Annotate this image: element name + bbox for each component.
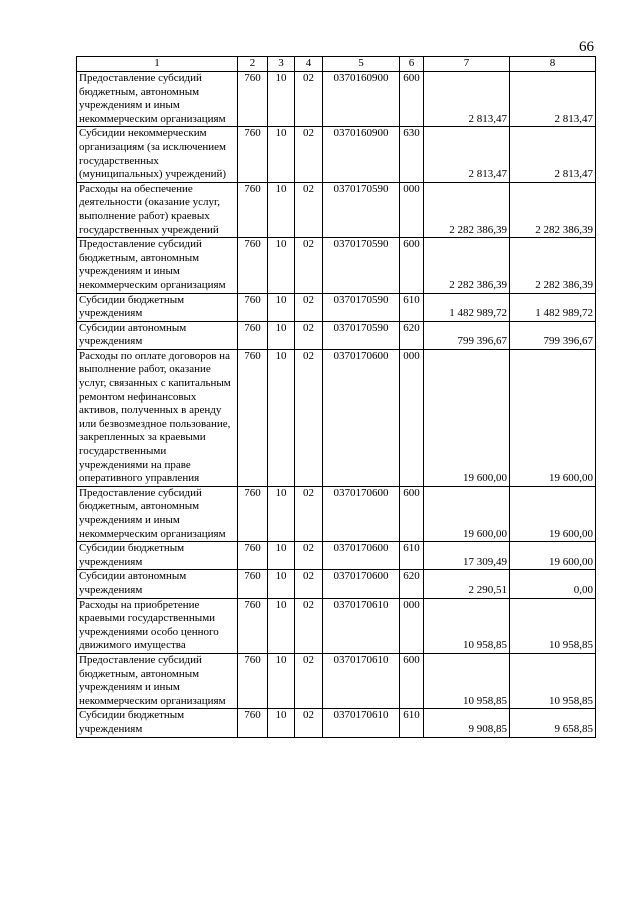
expense-type-cell: 000 <box>400 598 424 653</box>
expense-type-cell: 000 <box>400 349 424 486</box>
subsection-code-cell: 02 <box>295 709 323 737</box>
amount-executed-cell: 10 958,85 <box>510 653 596 708</box>
section-code-cell: 10 <box>268 238 295 293</box>
table-row <box>77 570 596 598</box>
amount-executed-cell: 19 600,00 <box>510 349 596 486</box>
amount-approved-cell: 2 290,51 <box>424 570 510 598</box>
section-code-cell: 10 <box>268 293 295 321</box>
subsection-code-cell: 02 <box>295 542 323 570</box>
amount-approved-cell: 17 309,49 <box>424 542 510 570</box>
row-name-cell: Расходы по оплате договоров на выполнение работ, оказание услуг, связанных с капитальным ремонтом нефинансовых активов, полученных в аренду или безвозмездное пользование, закрепленных за краевыми государственными учреждениями на праве оперативного управления <box>77 349 238 486</box>
ministry-code-cell: 760 <box>238 293 268 321</box>
table-row <box>77 238 596 293</box>
target-article-cell: 0370170600 <box>323 486 400 541</box>
ministry-code-cell: 760 <box>238 238 268 293</box>
row-name-cell: Субсидии некоммерческим организациям (за исключением государственных (муниципальных) учреждений) <box>77 127 238 182</box>
ministry-code-cell: 760 <box>238 72 268 127</box>
ministry-code-cell: 760 <box>238 542 268 570</box>
table-row <box>77 486 596 541</box>
ministry-code-cell: 760 <box>238 349 268 486</box>
ministry-code-cell: 760 <box>238 653 268 708</box>
row-name-cell: Субсидии бюджетным учреждениям <box>77 293 238 321</box>
subsection-code-cell: 02 <box>295 72 323 127</box>
subsection-code-cell: 02 <box>295 486 323 541</box>
amount-executed-cell: 19 600,00 <box>510 542 596 570</box>
table-body <box>77 72 596 738</box>
ministry-code-cell: 760 <box>238 709 268 737</box>
subsection-code-cell: 02 <box>295 127 323 182</box>
ministry-code-cell: 760 <box>238 486 268 541</box>
expense-type-cell: 600 <box>400 486 424 541</box>
ministry-code-cell: 760 <box>238 321 268 349</box>
amount-executed-cell: 2 282 386,39 <box>510 182 596 237</box>
amount-approved-cell: 799 396,67 <box>424 321 510 349</box>
amount-approved-cell: 2 813,47 <box>424 127 510 182</box>
expense-type-cell: 620 <box>400 570 424 598</box>
subsection-code-cell: 02 <box>295 598 323 653</box>
section-code-cell: 10 <box>268 598 295 653</box>
target-article-cell: 0370170610 <box>323 653 400 708</box>
subsection-code-cell: 02 <box>295 570 323 598</box>
target-article-cell: 0370170600 <box>323 542 400 570</box>
subsection-code-cell: 02 <box>295 182 323 237</box>
target-article-cell: 0370170590 <box>323 293 400 321</box>
expense-type-cell: 610 <box>400 542 424 570</box>
table-row <box>77 709 596 737</box>
table-row <box>77 321 596 349</box>
expense-type-cell: 630 <box>400 127 424 182</box>
ministry-code-cell: 760 <box>238 182 268 237</box>
table-row <box>77 598 596 653</box>
table-row <box>77 72 596 127</box>
ministry-code-cell: 760 <box>238 127 268 182</box>
row-name-cell: Расходы на приобретение краевыми государственными учреждениями особо ценного движимого имущества <box>77 598 238 653</box>
row-name-cell: Предоставление субсидий бюджетным, автономным учреждениям и иным некоммерческим организациям <box>77 653 238 708</box>
table-row <box>77 182 596 237</box>
row-name-cell: Предоставление субсидий бюджетным, автономным учреждениям и иным некоммерческим организациям <box>77 486 238 541</box>
header-row <box>77 57 596 72</box>
amount-executed-cell: 19 600,00 <box>510 486 596 541</box>
amount-executed-cell: 1 482 989,72 <box>510 293 596 321</box>
amount-approved-cell: 19 600,00 <box>424 486 510 541</box>
header-cell: 1 <box>77 57 238 72</box>
target-article-cell: 0370170610 <box>323 709 400 737</box>
header-cell: 3 <box>268 57 295 72</box>
row-name-cell: Предоставление субсидий бюджетным, автономным учреждениям и иным некоммерческим организациям <box>77 72 238 127</box>
header-cell: 8 <box>510 57 596 72</box>
table-row <box>77 542 596 570</box>
subsection-code-cell: 02 <box>295 349 323 486</box>
target-article-cell: 0370170610 <box>323 598 400 653</box>
amount-executed-cell: 799 396,67 <box>510 321 596 349</box>
amount-executed-cell: 9 658,85 <box>510 709 596 737</box>
expense-type-cell: 620 <box>400 321 424 349</box>
expense-type-cell: 000 <box>400 182 424 237</box>
section-code-cell: 10 <box>268 709 295 737</box>
ministry-code-cell: 760 <box>238 570 268 598</box>
budget-table <box>76 56 596 738</box>
header-cell: 6 <box>400 57 424 72</box>
row-name-cell: Субсидии бюджетным учреждениям <box>77 709 238 737</box>
header-cell: 7 <box>424 57 510 72</box>
section-code-cell: 10 <box>268 127 295 182</box>
expense-type-cell: 600 <box>400 653 424 708</box>
table-row <box>77 349 596 486</box>
table-row <box>77 653 596 708</box>
section-code-cell: 10 <box>268 542 295 570</box>
row-name-cell: Субсидии бюджетным учреждениям <box>77 542 238 570</box>
subsection-code-cell: 02 <box>295 238 323 293</box>
amount-executed-cell: 10 958,85 <box>510 598 596 653</box>
section-code-cell: 10 <box>268 72 295 127</box>
section-code-cell: 10 <box>268 570 295 598</box>
amount-executed-cell: 2 813,47 <box>510 127 596 182</box>
row-name-cell: Предоставление субсидий бюджетным, автономным учреждениям и иным некоммерческим организациям <box>77 238 238 293</box>
amount-approved-cell: 1 482 989,72 <box>424 293 510 321</box>
amount-approved-cell: 9 908,85 <box>424 709 510 737</box>
table-row <box>77 127 596 182</box>
target-article-cell: 0370170590 <box>323 238 400 293</box>
subsection-code-cell: 02 <box>295 653 323 708</box>
expense-type-cell: 610 <box>400 293 424 321</box>
amount-approved-cell: 19 600,00 <box>424 349 510 486</box>
target-article-cell: 0370160900 <box>323 127 400 182</box>
expense-type-cell: 610 <box>400 709 424 737</box>
amount-executed-cell: 0,00 <box>510 570 596 598</box>
expense-type-cell: 600 <box>400 72 424 127</box>
target-article-cell: 0370170600 <box>323 570 400 598</box>
target-article-cell: 0370170600 <box>323 349 400 486</box>
header-cell: 5 <box>323 57 400 72</box>
section-code-cell: 10 <box>268 182 295 237</box>
amount-approved-cell: 10 958,85 <box>424 653 510 708</box>
table-row <box>77 293 596 321</box>
header-cell: 2 <box>238 57 268 72</box>
row-name-cell: Субсидии автономным учреждениям <box>77 321 238 349</box>
row-name-cell: Субсидии автономным учреждениям <box>77 570 238 598</box>
amount-executed-cell: 2 813,47 <box>510 72 596 127</box>
expense-type-cell: 600 <box>400 238 424 293</box>
amount-approved-cell: 2 282 386,39 <box>424 182 510 237</box>
section-code-cell: 10 <box>268 486 295 541</box>
amount-approved-cell: 2 813,47 <box>424 72 510 127</box>
target-article-cell: 0370170590 <box>323 321 400 349</box>
subsection-code-cell: 02 <box>295 293 323 321</box>
section-code-cell: 10 <box>268 349 295 486</box>
page-number: 66 <box>579 39 594 55</box>
target-article-cell: 0370170590 <box>323 182 400 237</box>
ministry-code-cell: 760 <box>238 598 268 653</box>
amount-executed-cell: 2 282 386,39 <box>510 238 596 293</box>
subsection-code-cell: 02 <box>295 321 323 349</box>
row-name-cell: Расходы на обеспечение деятельности (оказание услуг, выполнение работ) краевых государственных учреждений <box>77 182 238 237</box>
amount-approved-cell: 10 958,85 <box>424 598 510 653</box>
header-cell: 4 <box>295 57 323 72</box>
section-code-cell: 10 <box>268 321 295 349</box>
section-code-cell: 10 <box>268 653 295 708</box>
target-article-cell: 0370160900 <box>323 72 400 127</box>
amount-approved-cell: 2 282 386,39 <box>424 238 510 293</box>
